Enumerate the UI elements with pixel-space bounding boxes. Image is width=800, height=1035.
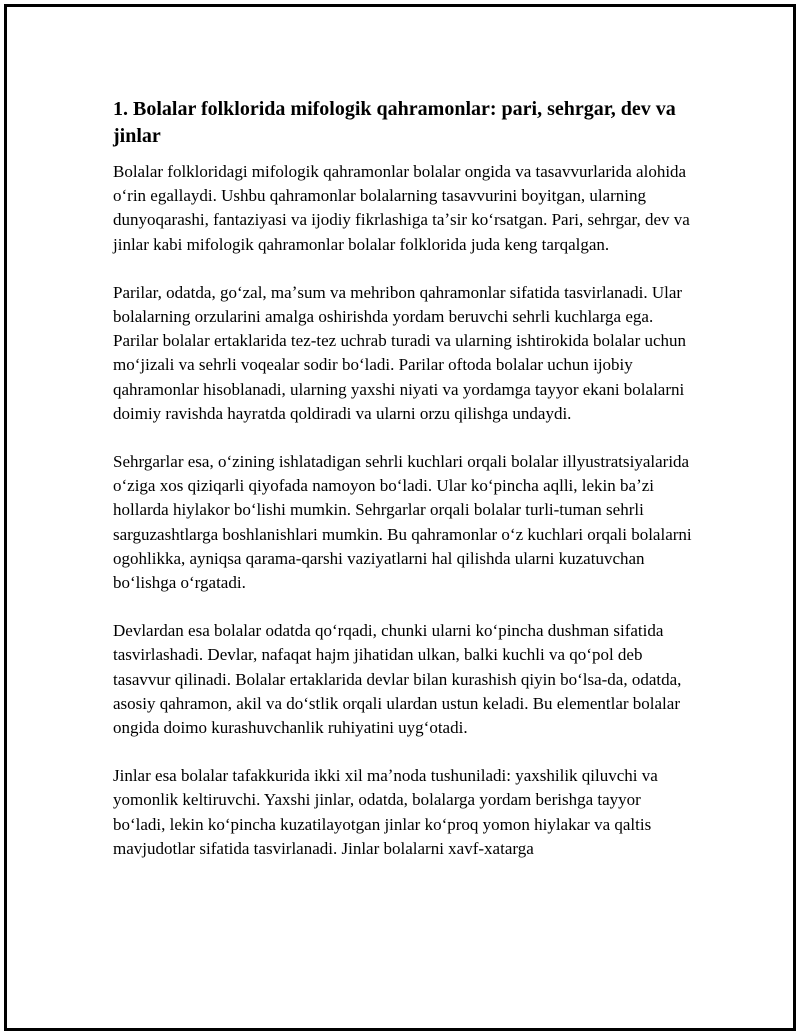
section-title: 1. Bolalar folklorida mifologik qahramonlar: pari, sehrgar, dev va jinlar [113, 98, 676, 147]
paragraph-intro: Bolalar folkloridagi mifologik qahramonlar bolalar ongida va tasavvurlarida alohida oʻrin egallaydi. Ushbu qahramonlar bolalarning tasavvurini boyitgan, ularning dunyoqarashi, fantaziyasi va ijodiy fikrlashiga taʼsir koʻrsatgan. Pari, sehrgar, dev va jinlar kabi mifologik qahramonlar bolalar folklorida juda keng tarqalgan. [113, 162, 690, 254]
paragraph-sehrgarlar: Sehrgarlar esa, oʻzining ishlatadigan sehrli kuchlari orqali bolalar illyustratsiyalarida oʻziga xos qiziqarli qiyofada namoyon boʻladi. Ular koʻpincha aqlli, lekin baʼzi hollarda hiylakor boʻlishi mumkin. Sehrgarlar orqali bolalar turli-tuman sehrli sarguzashtlarga boshlanishlari mumkin. Bu qahramonlar oʻz kuchlari orqali bolalarni ogohlikka, ayniqsa qarama-qarshi vaziyatlarni hal qilishda ularni kuzatuvchan boʻlishga oʻrgatadi. [113, 452, 692, 593]
paragraph-parilar: Parilar, odatda, goʻzal, maʼsum va mehribon qahramonlar sifatida tasvirlanadi. Ular bolalarning orzularini amalga oshirishda yordam beruvchi sehrli kuchlarga ega. Parilar bolalar ertaklarida tez-tez uchrab turadi va ularning ishtirokida bolalar uchun moʻjizali va sehrli voqealar sodir boʻladi. Parilar oftoda bolalar uchun ijobiy qahramonlar hisoblanadi, ularning yaxshi niyati va yordamga tayyor ekani bolalarni doimiy ravishda hayratda qoldiradi va ularni orzu qilishga undaydi. [113, 282, 687, 423]
paragraph-jinlar: Jinlar esa bolalar tafakkurida ikki xil maʼnoda tushuniladi: yaxshilik qiluvchi va yomonlik keltiruvchi. Yaxshi jinlar, odatda, bolalarga yordam berishga tayyor boʻladi, lekin koʻpincha kuzatilayotgan jinlar koʻproq yomon hiylakar va qaltis mavjudotlar sifatida tasvirlanadi. Jinlar bolalarni xavf-xatarga [113, 766, 658, 858]
document-body [113, 96, 693, 885]
paragraph-devlar: Devlardan esa bolalar odatda qoʻrqadi, chunki ularni koʻpincha dushman sifatida tasvirlashadi. Devlar, nafaqat hajm jihatidan ulkan, balki kuchli va qoʻpol deb tasavvur qilinadi. Bolalar ertaklarida devlar bilan kurashish qiyin boʻlsa-da, odatda, asosiy qahramon, akil va doʻstlik orqali ulardan ustun keladi. Bu elementlar bolalar ongida doimo kurashuvchanlik ruhiyatini uygʻotadi. [113, 621, 682, 738]
